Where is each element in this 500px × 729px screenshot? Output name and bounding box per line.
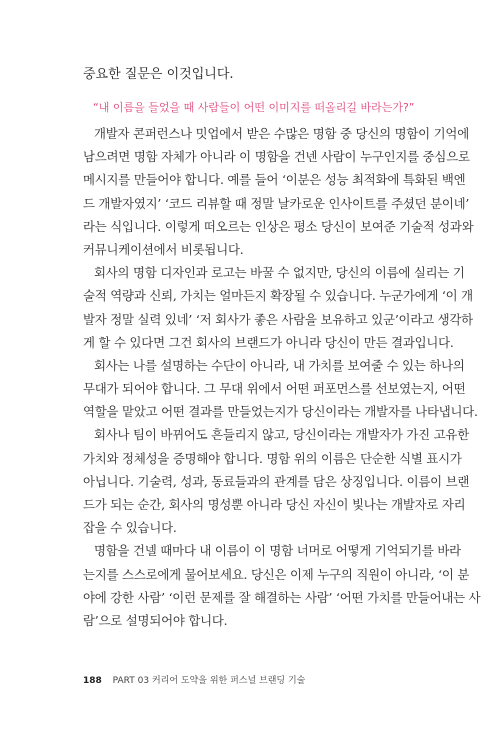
text-line: 아닙니다. 기술력, 성과, 동료들과의 관계를 담은 상징입니다. 이름이 브랜	[83, 473, 470, 489]
text-line: 커뮤니케이션에서 비롯됩니다.	[83, 241, 244, 257]
text-line: 명함을 건넬 때마다 내 이름이 이 명함 너머로 어떻게 기억되기를 바라	[94, 543, 461, 559]
text-line: 회사의 명함 디자인과 로고는 바꿀 수 없지만, 당신의 이름에 실리는 기	[94, 265, 465, 281]
page-number: 188	[83, 676, 102, 686]
page-footer	[83, 673, 305, 686]
text-line: 라는 식입니다. 이렇게 떠오르는 인상은 평소 당신이 보여준 기술적 성과와	[83, 218, 474, 234]
text-line: 회사나 팀이 바뀌어도 흔들리지 않고, 당신이라는 개발자가 가진 고유한	[94, 427, 469, 443]
text-line: 드가 되는 순간, 회사의 명성뿐 아니라 당신 자신이 빛나는 개발자로 자리	[83, 497, 466, 512]
text-line: 개발자 콘퍼런스나 밋업에서 받은 수많은 명함 중 당신의 명함이 기억에	[94, 126, 469, 141]
text-line: 술적 역량과 신뢰, 가치는 얼마든지 확장될 수 있습니다. 누군가에게 ‘이 개	[83, 288, 473, 304]
text-line: 는지를 스스로에게 물어보세요. 당신은 이제 누구의 직원이 아니라, ‘이 분	[83, 566, 470, 582]
text-line: 게 할 수 있다면 그건 회사의 브랜드가 아니라 당신이 만든 결과입니다.	[83, 334, 454, 350]
text-line: 람’으로 설명되어야 합니다.	[83, 612, 228, 628]
body-text	[83, 122, 481, 632]
text-line: 가치와 정체성을 증명해야 합니다. 명함 위의 이름은 단순한 식별 표시가	[83, 450, 462, 466]
section-heading: 중요한 질문은 이것입니다.	[83, 67, 234, 82]
text-line: 드 개발자였지’ ‘코드 리뷰할 때 정말 날카로운 인사이트를 주셨던 분이네’	[83, 195, 470, 211]
text-line: 메시지를 만들어야 합니다. 예를 들어 ‘이분은 성능 최적화에 특화된 백엔	[83, 172, 466, 188]
text-line: 무대가 되어야 합니다. 그 무대 위에서 어떤 퍼포먼스를 선보였는지, 어떤	[83, 381, 466, 397]
text-line: 잡을 수 있습니다.	[83, 520, 177, 536]
text-line: 회사는 나를 설명하는 수단이 아니라, 내 가치를 보여줄 수 있는 하나의	[94, 357, 465, 373]
pull-quote: “내 이름을 들었을 때 사람들이 어떤 이미지를 떠올리길 바라는가?”	[93, 101, 415, 114]
text-line: 남으려면 명함 자체가 아니라 이 명함을 건넨 사람이 누구인지를 중심으로	[83, 149, 470, 165]
text-line: 야에 강한 사람’ ‘이런 문제를 잘 해결하는 사람’ ‘어떤 가치를 만들어내는 사	[83, 589, 481, 605]
text-line: 역할을 맡았고 어떤 결과를 만들었는지가 당신이라는 개발자를 나타냅니다.	[83, 404, 478, 420]
running-title: PART 03 커리어 도약을 위한 퍼스널 브랜딩 기술	[112, 676, 306, 686]
text-line: 발자 정말 실력 있네’ ‘저 회사가 좋은 사람을 보유하고 있군’이라고 생각하	[83, 311, 473, 327]
